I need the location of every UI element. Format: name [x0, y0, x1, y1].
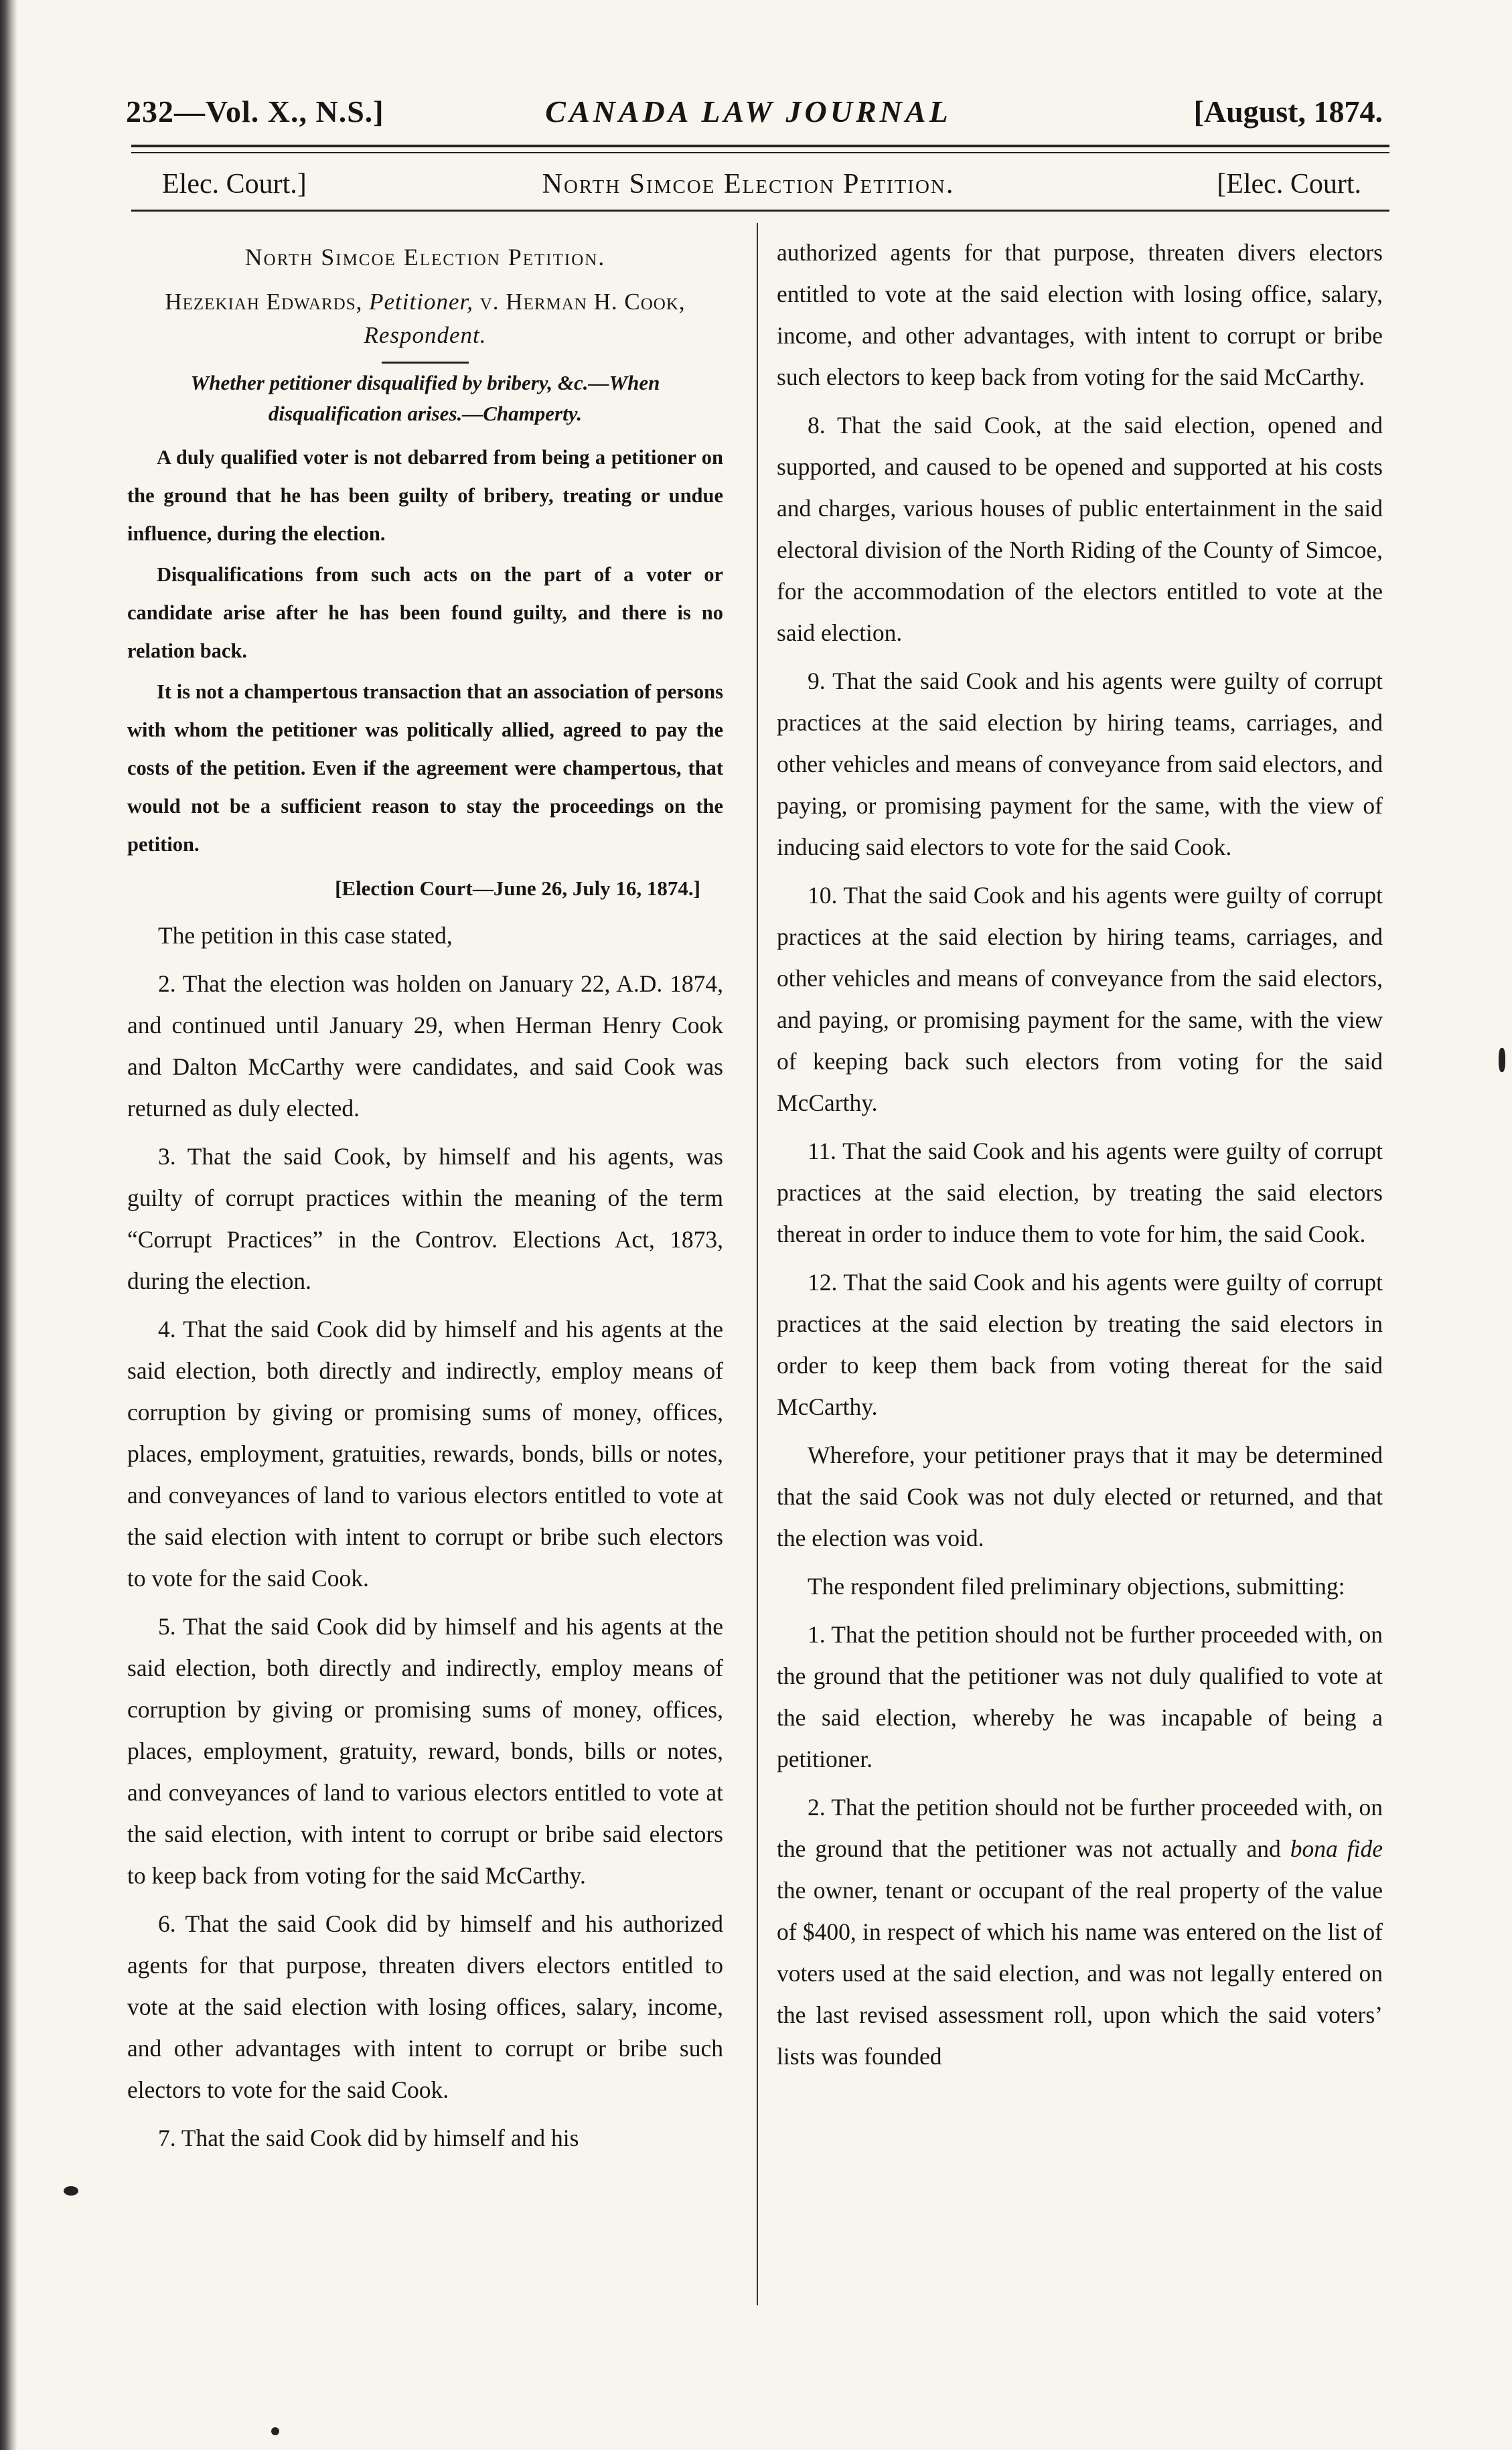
header-date: [August, 1874.: [1193, 94, 1383, 129]
case-parties: [127, 285, 723, 352]
subheader-court-left: Elec. Court.]: [162, 169, 307, 200]
subheader-rule: [131, 210, 1389, 212]
header-volume: 232—Vol. X., N.S.]: [126, 94, 384, 129]
holding-1: A duly qualified voter is not debarred from being a petitioner on the ground that he has been guilty of bribery, treating or undue influence, during the election.: [127, 446, 723, 545]
page-scan-edge: [0, 0, 17, 2450]
right-paragraph: Wherefore, your petitioner prays that it may be determined that the said Cook was not duly elected or returned, and that the election was void.: [777, 1442, 1383, 1551]
column-divider: [757, 223, 758, 2305]
left-paragraph: 5. That the said Cook did by himself and his agents at the said election, both directly and indirectly, employ means of corruption by giving or promising sums of money, offices, places, employment, gratuity, reward, bonds, bills or notes, and conveyances of land to various electors entitled to vote at the said election, with intent to corrupt or bribe said electors to keep back from voting for the said McCarthy.: [127, 1613, 723, 1889]
journal-page: [100, 79, 1396, 2151]
respondent-role: Respondent.: [364, 322, 487, 348]
right-paragraph: 9. That the said Cook and his agents were guilty of corrupt practices at the said election by hiring teams, carriages, and other vehicles and means of conveyance from said electors, and paying, or promising payment for the same, with the view of inducing said electors to vote for the said Cook.: [777, 668, 1383, 860]
header-journal-title: CANADA LAW JOURNAL: [545, 94, 952, 129]
versus: v.: [479, 289, 500, 315]
objection-2-text-a: 2. That the petition should not be further proceeded with, on the ground that the petitioner was not actually and: [777, 1794, 1383, 1862]
right-paragraph: 11. That the said Cook and his agents were guilty of corrupt practices at the said election, by treating the said electors thereat in order to induce them to vote for him, the said Cook.: [777, 1138, 1383, 1247]
left-paragraph: The petition in this case stated,: [158, 922, 453, 949]
holding-3: It is not a champertous transaction that an association of persons with whom the petitioner was politically allied, agreed to pay the costs of the petition. Even if the agreement were champertous, that would not be a sufficient reason to stay the proceedings on the petition.: [127, 680, 723, 856]
court-citation: [Election Court—June 26, July 16, 1874.]: [335, 876, 700, 900]
header-double-rule: [131, 145, 1389, 153]
right-paragraph: 12. That the said Cook and his agents were guilty of corrupt practices at the said election by treating the said electors in order to keep them back from voting thereat for the said McCarthy.: [777, 1269, 1383, 1420]
left-column: [127, 232, 723, 2165]
ink-speck: [271, 2427, 279, 2435]
left-paragraph: 4. That the said Cook did by himself and his agents at the said election, both directly and indirectly, employ means of corruption by giving or promising sums of money, offices, places, employment, gratuities, rewards, bonds, bills or notes, and conveyances of land to various electors entitled to vote at the said election with intent to corrupt or bribe such electors to vote for the said Cook.: [127, 1316, 723, 1592]
petitioner-name: Hezekiah Edwards,: [165, 289, 363, 315]
right-paragraph: The respondent filed preliminary objections, submitting:: [808, 1573, 1345, 1600]
headnote: Whether petitioner disqualified by bribery, &c.—When disqualification arises.—Champerty.: [190, 371, 660, 425]
left-paragraph: 7. That the said Cook did by himself and his: [158, 2125, 579, 2151]
right-column: [777, 232, 1383, 2084]
left-paragraph: 3. That the said Cook, by himself and his agents, was guilty of corrupt practices within the meaning of the term “Corrupt Practices” in the Controv. Elections Act, 1873, during the election.: [127, 1143, 723, 1294]
running-subheader: [100, 163, 1396, 203]
objection-2-text-b: the owner, tenant or occupant of the real property of the value of $400, in respect of which his name was entered on the list of voters used at the said election, and was not legally entered on the last revised assessment roll, upon which the said voters’ lists was founded: [777, 1877, 1383, 2070]
ink-speck: [1499, 1048, 1505, 1072]
case-title: North Simcoe Election Petition.: [244, 244, 606, 271]
left-paragraph: 2. That the election was holden on January 22, A.D. 1874, and continued until January 29, when Herman Henry Cook and Dalton McCarthy were candidates, and said Cook was returned as duly elected.: [127, 970, 723, 1122]
running-header: [100, 79, 1396, 129]
left-paragraph: 6. That the said Cook did by himself and his authorized agents for that purpose, threaten divers electors entitled to vote at the said election with losing offices, salary, income, and other advantages with intent to corrupt or bribe such electors to vote for the said Cook.: [127, 1910, 723, 2103]
ink-speck: [64, 2186, 78, 2196]
petitioner-role: Petitioner,: [369, 289, 473, 315]
right-paragraph: 8. That the said Cook, at the said election, opened and supported, and caused to be opened and supported at his costs and charges, various houses of public entertainment in the said electoral division of the North Riding of the County of Simcoe, for the accommodation of the electors entitled to vote at the said election.: [777, 412, 1383, 646]
right-paragraph: 1. That the petition should not be further proceeded with, on the ground that the petitioner was not duly qualified to vote at the said election, whereby he was incapable of being a petitioner.: [777, 1621, 1383, 1772]
subheader-court-right: [Elec. Court.: [1217, 169, 1361, 200]
headnote-rule: [382, 362, 469, 364]
respondent-name: Herman H. Cook,: [506, 289, 686, 315]
objection-2-italic: bona fide: [1290, 1835, 1383, 1862]
subheader-case-title: North Simcoe Election Petition.: [542, 169, 955, 200]
right-paragraph-last: [777, 1786, 1383, 2077]
right-paragraph: authorized agents for that purpose, threaten divers electors entitled to vote at the said election with losing office, salary, income, and other advantages, with intent to corrupt or bribe such electors to keep back from voting for the said McCarthy.: [777, 239, 1383, 390]
holding-2: Disqualifications from such acts on the part of a voter or candidate arise after he has been found guilty, and there is no relation back.: [127, 563, 723, 662]
right-paragraph: 10. That the said Cook and his agents were guilty of corrupt practices at the said election by hiring teams, carriages, and other vehicles and means of conveyance from the said electors, and paying, or promising payment for the same, with the view of keeping back such electors from voting for the said McCarthy.: [777, 882, 1383, 1116]
